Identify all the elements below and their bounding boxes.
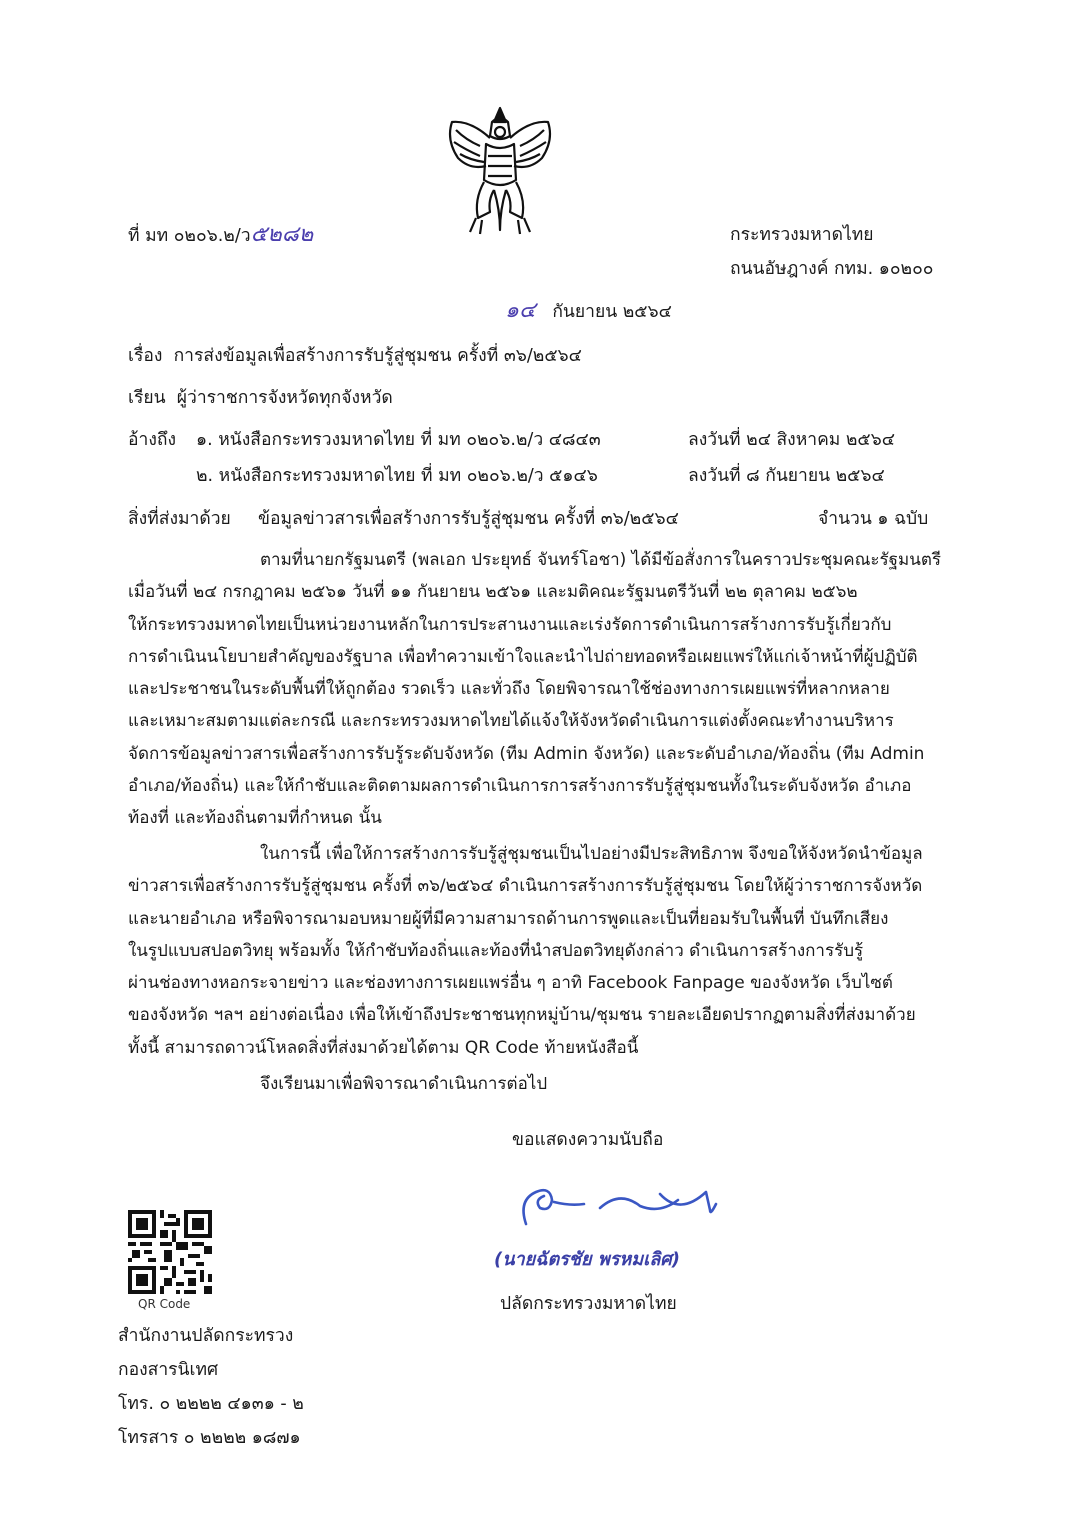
paragraph-line: ในการนี้ เพื่อให้การสร้างการรับรู้สู่ชุมชนเป็นไปอย่างมีประสิทธิภาพ จึงขอให้จังหวัดนำข้อมูล bbox=[260, 844, 923, 864]
paragraph-line: ในรูปแบบสปอตวิทยุ พร้อมทั้ง ให้กำชับท้องถิ่นและท้องที่นำสปอตวิทยุดังกล่าว ดำเนินการสร้างการรับรู้ bbox=[128, 940, 864, 961]
reference-prefix: ที่ มท ๐๒๐๖.๒/ว bbox=[128, 226, 251, 246]
regards-text: ขอแสดงความนับถือ bbox=[512, 1130, 664, 1150]
date-month-year: กันยายน ๒๕๖๔ bbox=[552, 302, 672, 322]
enclosure-text: ข้อมูลข่าวสารเพื่อสร้างการรับรู้สู่ชุมชน ครั้งที่ ๓๖/๒๕๖๔ bbox=[258, 509, 679, 529]
ministry-address: ถนนอัษฎางค์ กทม. ๑๐๒๐๐ bbox=[730, 259, 934, 279]
handwritten-signature-icon bbox=[510, 1170, 730, 1234]
addressee-text: ผู้ว่าราชการจังหวัดทุกจังหวัด bbox=[176, 388, 393, 408]
paragraph-line: จัดการข้อมูลข่าวสารเพื่อสร้างการรับรู้ระดับจังหวัด (ทีม Admin จังหวัด) และระดับอำเภอ/ท้องถิ่น (ทีม Admin bbox=[128, 743, 925, 764]
qr-code-icon[interactable] bbox=[128, 1210, 212, 1294]
garuda-emblem-icon bbox=[440, 100, 560, 240]
signatory-name: (นายฉัตรชัย พรหมเลิศ) bbox=[494, 1249, 680, 1270]
footer-fax: โทรสาร ๐ ๒๒๒๒ ๑๘๗๑ bbox=[118, 1428, 301, 1448]
enclosure-label: สิ่งที่ส่งมาด้วย bbox=[128, 509, 231, 529]
reference-item-1: ๑. หนังสือกระทรวงมหาดไทย ที่ มท ๐๒๐๖.๒/ว ๔๘๔๓ bbox=[196, 430, 601, 450]
footer-telephone: โทร. ๐ ๒๒๒๒ ๔๑๓๑ - ๒ bbox=[118, 1394, 304, 1414]
enclosure-quantity: จำนวน ๑ ฉบับ bbox=[818, 509, 929, 529]
addressee-line bbox=[128, 386, 393, 410]
paragraph-line: และประชาชนในระดับพื้นที่ให้ถูกต้อง รวดเร็ว และทั่วถึง โดยพิจารณาใช้ช่องทางการเผยแพร่ที่หลากหลาย bbox=[128, 679, 890, 700]
paragraph-line: ให้กระทรวงมหาดไทยเป็นหน่วยงานหลักในการประสานงานและเร่งรัดการดำเนินการสร้างการรับรู้เกี่ยวกับ bbox=[128, 614, 892, 635]
addressee-label: เรียน bbox=[128, 388, 166, 408]
reference-item-1-date: ลงวันที่ ๒๔ สิงหาคม ๒๕๖๔ bbox=[688, 430, 896, 450]
paragraph-line: อำเภอ/ท้องถิ่น) และให้กำชับและติดตามผลการดำเนินการการสร้างการรับรู้สู่ชุมชนทั้งในระดับจังหวัด อำเภอ bbox=[128, 776, 912, 797]
document-reference bbox=[128, 223, 313, 248]
paragraph-line: ตามที่นายกรัฐมนตรี (พลเอก ประยุทธ์ จันทร์โอชา) ได้มีข้อสั่งการในคราวประชุมคณะรัฐมนตรี bbox=[260, 550, 942, 570]
paragraph-line: ทั้งนี้ สามารถดาวน์โหลดสิ่งที่ส่งมาด้วยได้ตาม QR Code ท้ายหนังสือนี้ bbox=[128, 1037, 639, 1058]
footer-division: กองสารนิเทศ bbox=[118, 1360, 219, 1380]
paragraph-line: ของจังหวัด ฯลฯ อย่างต่อเนื่อง เพื่อให้เข้าถึงประชาชนทุกหมู่บ้าน/ชุมชน รายละเอียดปรากฏตามสิ่งที่ส่งมาด้วย bbox=[128, 1005, 916, 1026]
document-date bbox=[505, 299, 672, 324]
paragraph-line: ท้องที่ และท้องถิ่นตามที่กำหนด นั้น bbox=[128, 808, 382, 829]
signatory-position: ปลัดกระทรวงมหาดไทย bbox=[500, 1294, 677, 1314]
reference-item-2-date: ลงวันที่ ๘ กันยายน ๒๕๖๔ bbox=[688, 466, 885, 486]
paragraph-line: เมื่อวันที่ ๒๔ กรกฎาคม ๒๕๖๑ วันที่ ๑๑ กันยายน ๒๕๖๑ และมติคณะรัฐมนตรีวันที่ ๒๒ ตุลาคม ๒๕๖๒ bbox=[128, 582, 858, 603]
paragraph-line: และนายอำเภอ หรือพิจารณามอบหมายผู้ที่มีความสามารถด้านการพูดและเป็นที่ยอมรับในพื้นที่ บันทึกเสียง bbox=[128, 908, 889, 929]
reference-item-2: ๒. หนังสือกระทรวงมหาดไทย ที่ มท ๐๒๐๖.๒/ว ๕๑๔๖ bbox=[196, 466, 598, 486]
footer-office: สำนักงานปลัดกระทรวง bbox=[118, 1326, 294, 1346]
paragraph-line: ข่าวสารเพื่อสร้างการรับรู้สู่ชุมชน ครั้งที่ ๓๖/๒๕๖๔ ดำเนินการสร้างการรับรู้สู่ชุมชน โดยให้ผู้ว่าราชการจังหวัด bbox=[128, 876, 923, 897]
qr-code-label: QR Code bbox=[138, 1297, 191, 1311]
references-label: อ้างถึง bbox=[128, 430, 177, 450]
ministry-name: กระทรวงมหาดไทย bbox=[730, 225, 874, 245]
subject-text: การส่งข้อมูลเพื่อสร้างการรับรู้สู่ชุมชน ครั้งที่ ๓๖/๒๕๖๔ bbox=[173, 346, 582, 366]
paragraph-line: และเหมาะสมตามแต่ละกรณี และกระทรวงมหาดไทยได้แจ้งให้จังหวัดดำเนินการแต่งตั้งคณะทำงานบริหาร bbox=[128, 711, 894, 732]
reference-handwritten-number: ๕๒๘๒ bbox=[250, 222, 314, 247]
subject-label: เรื่อง bbox=[128, 346, 163, 366]
paragraph-line: ผ่านช่องทางหอกระจายข่าว และช่องทางการเผยแพร่อื่น ๆ อาทิ Facebook Fanpage ของจังหวัด เว็บไซต์ bbox=[128, 973, 893, 994]
body-paragraph-2 bbox=[128, 838, 950, 1064]
date-day-handwritten: ๑๔ bbox=[505, 298, 536, 323]
body-paragraph-1 bbox=[128, 544, 950, 835]
subject-line bbox=[128, 344, 582, 368]
closing-sentence: จึงเรียนมาเพื่อพิจารณาดำเนินการต่อไป bbox=[260, 1074, 548, 1094]
paragraph-line: การดำเนินนโยบายสำคัญของรัฐบาล เพื่อทำความเข้าใจและนำไปถ่ายทอดหรือเผยแพร่ให้แก่เจ้าหน้าที่ผู้ปฏิบัติ bbox=[128, 646, 918, 667]
